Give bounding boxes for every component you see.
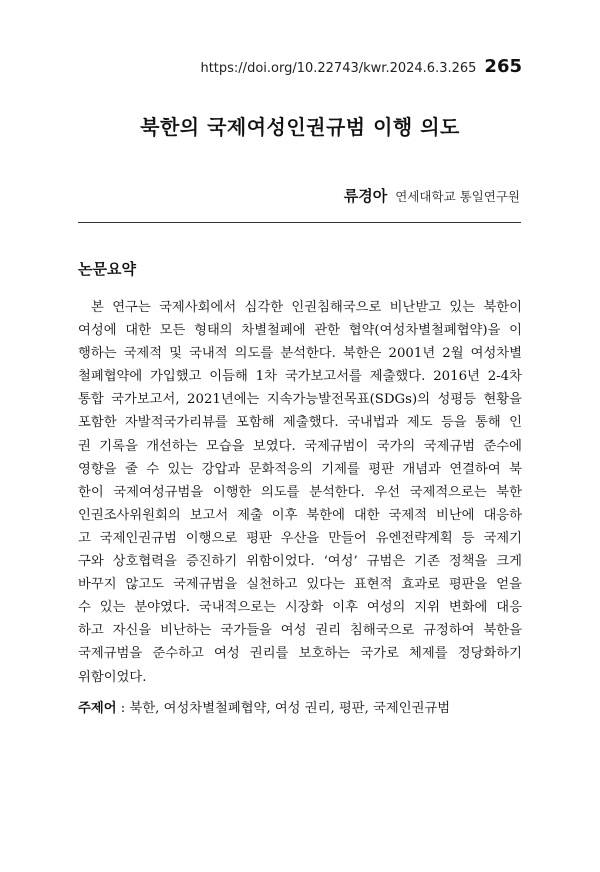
abstract-line: 본 연구는 국제사회에서 심각한 인권침해국으로 비난받고 있는 북한이 — [91, 300, 522, 315]
abstract-line: 통합 국가보고서, 2021년에는 지속가능발전목표(SDGs)의 성평등 현황을 — [78, 392, 522, 408]
keywords-label: 주제어 — [78, 701, 117, 716]
abstract-line: 수 있는 분야였다. 국내적으로는 시장화 이후 여성의 지위 변화에 대응 — [78, 600, 522, 616]
abstract-line: 여성에 대한 모든 형태의 차별철폐에 관한 협약(여성차별철폐협약)을 이 — [78, 323, 522, 339]
author-name: 류경아 — [343, 187, 388, 205]
paper-title: 북한의 국제여성인권규범 이행 의도 — [140, 115, 460, 139]
abstract-line: 행하는 국제적 및 국내적 의도를 분석한다. 북한은 2001년 2월 여성차별 — [78, 346, 522, 362]
abstract-line: 포함한 자발적국가리뷰를 포함해 제출했다. 국내법과 제도 등을 통해 인 — [78, 415, 522, 431]
abstract-line: 철폐협약에 가입했고 이듬해 1차 국가보고서를 제출했다. 2016년 2-4차 — [78, 369, 522, 385]
keywords-line — [78, 697, 450, 716]
keywords-text: 북한, 여성차별철폐협약, 여성 권리, 평판, 국제인권규범 — [129, 701, 451, 716]
doi-link[interactable]: https://doi.org/10.22743/kwr.2024.6.3.265 — [200, 61, 477, 76]
abstract-line: 하고 자신을 비난하는 국가들을 여성 권리 침해국으로 규정하여 북한을 — [78, 623, 522, 639]
author-affiliation: 연세대학교 통일연구원 — [395, 189, 520, 204]
abstract-line: 국제규범을 준수하고 여성 권리를 보호하는 국가로 체제를 정당화하기 — [78, 646, 522, 662]
running-header — [200, 56, 522, 77]
page-number: 265 — [484, 56, 522, 77]
abstract-line: 영향을 줄 수 있는 강압과 문화적응의 기제를 평판 개념과 연결하여 북 — [78, 461, 522, 477]
keywords-separator: : — [116, 701, 130, 716]
abstract-body — [78, 296, 522, 689]
abstract-line: 구와 상호협력을 증진하기 위함이었다. ‘여성’ 규범은 기존 정책을 크게 — [78, 554, 522, 570]
abstract-heading: 논문요약 — [78, 260, 136, 278]
abstract-line: 한이 국제여성규범을 이행한 의도를 분석한다. 우선 국제적으로는 북한 — [78, 484, 522, 500]
abstract-line: 인권조사위원회의 보고서 제출 이후 북한에 대한 국제적 비난에 대응하 — [78, 507, 522, 523]
abstract-line: 바꾸지 않고도 국제규범을 실천하고 있다는 표현적 효과로 평판을 얻을 — [78, 577, 522, 593]
abstract-line: 권 기록을 개선하는 모습을 보였다. 국제규범이 국가의 국제규범 준수에 — [78, 438, 522, 454]
abstract-line: 위함이었다. — [78, 669, 147, 685]
author-line — [344, 185, 520, 206]
abstract-line: 고 국제인권규범 이행으로 평판 우산을 만들어 유엔전략계획 등 국제기 — [78, 530, 522, 546]
header-divider — [78, 222, 521, 223]
